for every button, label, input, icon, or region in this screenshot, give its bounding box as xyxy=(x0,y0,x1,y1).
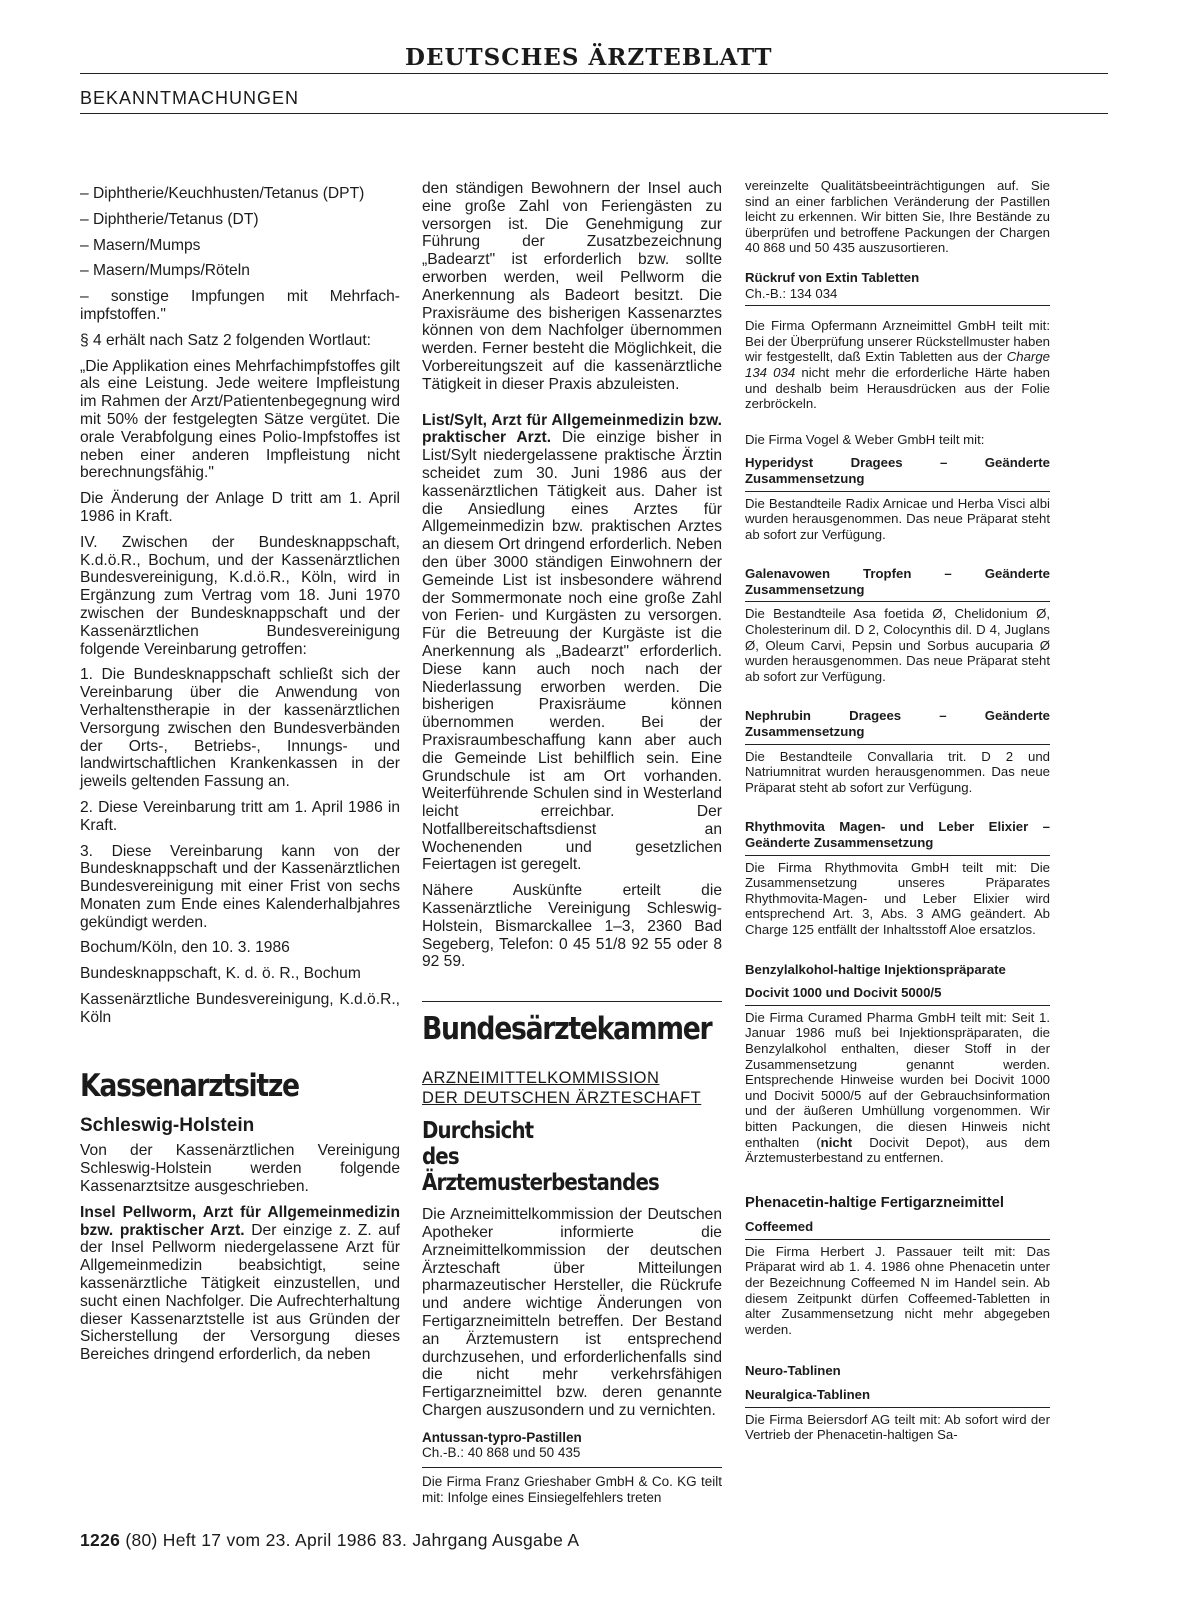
subheading-region: Schleswig-Holstein xyxy=(80,1114,255,1136)
section-label: BEKANNTMACHUNGEN xyxy=(80,88,300,108)
product-heading: Coffeemed xyxy=(745,1219,814,1235)
batch-number: Ch.-B.: 134 034 xyxy=(745,285,838,301)
product-heading: Docivit 1000 und Docivit 5000/5 xyxy=(745,985,942,1001)
column-left xyxy=(80,185,400,1372)
category-heading: Phenacetin-haltige Fertigarzneimittel xyxy=(745,1194,1004,1211)
product-heading: Nephrubin Dragees – Geänderte Zusammensetzung xyxy=(745,708,1050,740)
section-rule xyxy=(80,113,1108,114)
paragraph: Die Firma Franz Grieshaber GmbH & Co. KG teilt mit: Infolge eines Einsiegelfehlers treten xyxy=(422,1474,722,1505)
page-number: 1226 xyxy=(80,1530,121,1550)
batch-number: Ch.-B.: 40 868 und 50 435 xyxy=(422,1445,581,1461)
paragraph: Bochum/Köln, den 10. 3. 1986 xyxy=(80,939,290,957)
heading-bundesaerztekammer: Bundesärztekammer xyxy=(422,1011,712,1048)
paragraph: – sonstige Impfungen mit Mehrfach-impfstoffen." xyxy=(80,288,400,323)
item-divider xyxy=(745,305,1050,306)
paragraph: § 4 erhält nach Satz 2 folgenden Wortlaut: xyxy=(80,331,371,349)
paragraph: Nähere Auskünfte erteilt die Kassenärztliche Vereinigung Schleswig-Holstein, Bismarckallee 1–3, 2360 Bad Segeberg, Telefon: 0 45 51/8 92 55 oder 8 92 59. xyxy=(422,882,722,971)
item-divider xyxy=(745,1239,1050,1240)
paragraph: 1. Die Bundesknappschaft schließt sich der Vereinbarung über die Anwendung von Verhaltenstherapie in der kassenärztlichen Versorgung zwischen den Bundesverbänden der Orts-, Betriebs-, Innungs- und landwirtschaftlichen Krankenkassen in der jeweils geltenden Fassung an. xyxy=(80,666,400,791)
column-middle xyxy=(422,180,722,1505)
paragraph: – Diphtherie/Tetanus (DT) xyxy=(80,210,259,228)
listing-text: Die einzige bisher in List/Sylt niedergelassene praktische Ärztin scheidet zum 30. Juni 1986 aus der kassenärztlichen Tätigkeit aus. Daher ist die Ansiedlung eines Arztes für Allgemeinmedizin bzw. praktischen Arztes an diesem Ort dringend erforderlich. Neben den über 3000 ständigen Einwohnern der Gemeinde List ist insbesondere während der Sommermonate noch eine große Zahl von Ferien- und Kurgästen zu versorgen. Für die Betreuung der Kurgäste ist die Anerkennung als „Badearzt" erforderlich. Diese kann auch noch nach der Niederlassung erworben werden. Die bisherigen Praxisräume können übernommen werden. Bei der Praxisraumbeschaffung kann aber auch die Gemeinde List behilflich sein. Eine Grundschule ist am Ort vorhanden. Weiterführende Schulen sind in Westerland leicht erreichbar. Der Notfallbereitschaftsdienst an Wochenenden und gesetzlichen Feiertagen ist geregelt. xyxy=(422,429,722,874)
paragraph: „Die Applikation eines Mehrfachimpfstoffes gilt als eine Leistung. Jede weitere Impfleistung im Rahmen der Arzt/Patientenbegegnung wird mit 50% der festgelegten Sätze vergütet. Die orale Verabfolgung eines Polio-Impfstoffes ist neben einer anderen Impfleistung nicht berechnungsfähig." xyxy=(80,357,400,482)
masthead-rule xyxy=(80,73,1108,74)
paragraph: IV. Zwischen der Bundesknappschaft, K.d.ö.R., Bochum, und der Kassenärztlichen Bundesvereinigung, K.d.ö.R., Köln, wird in Ergänzung zum Vertrag vom 18. Juni 1970 zwischen der Bundesknappschaft und der Kassenärztlichen Bundesvereinigung folgende Vereinbarung getroffen: xyxy=(80,533,400,658)
paragraph: 2. Diese Vereinbarung tritt am 1. April 1986 in Kraft. xyxy=(80,798,400,834)
product-heading: Galenavowen Tropfen – Geänderte Zusammensetzung xyxy=(745,566,1050,597)
paragraph xyxy=(80,1204,400,1364)
paragraph: – Diphtherie/Keuchhusten/Tetanus (DPT) xyxy=(80,185,365,202)
article-title xyxy=(422,1118,680,1196)
emphasis: nicht xyxy=(820,1134,853,1150)
commission-label xyxy=(422,1068,722,1108)
page-footer xyxy=(80,1530,579,1551)
heading-kassenarztsitze: Kassenarztsitze xyxy=(80,1067,299,1104)
listing-text: Der einzige z. Z. auf der Insel Pellworm niedergelassene Arzt für Allgemeinmedizin beabsichtigt, seine kassenärztliche Tätigkeit einzustellen, und sucht einen Nachfolger. Die Aufrechterhaltung dieser Kassenarztstelle ist aus Gründen der Sicherstellung der Versorgung dieses Bereiches dringend erforderlich, da neben xyxy=(80,1221,400,1364)
listing-title: List/Sylt, Arzt für Allgemeinmedizin bzw. praktischer Arzt. xyxy=(422,411,722,447)
paragraph: Die Firma Rhythmovita GmbH teilt mit: Die Zusammensetzung unseres Präparates Rhythmovita-Magen- und Leber Elixier wird entsprechend Art. 3, Abs. 3 AMG geändert. Ab Charge 125 entfällt der Inhaltsstoff Aloe ersatzlos. xyxy=(745,859,1050,937)
paragraph: Die Änderung der Anlage D tritt am 1. April 1986 in Kraft. xyxy=(80,490,400,525)
paragraph: Die Firma Herbert J. Passauer teilt mit: Das Präparat wird ab 1. 4. 1986 ohne Phenacetin unter der Bezeichnung Coffeemed N im Handel sein. Ab diesem Zeitpunkt dürfen Coffeemed-Tabletten in alter Zusammensetzung nicht mehr abgegeben werden. xyxy=(745,1243,1050,1337)
paragraph: Die Firma Beiersdorf AG teilt mit: Ab sofort wird der Vertrieb der Phenacetin-haltigen Sa- xyxy=(745,1411,1050,1443)
product-heading: Hyperidyst Dragees – Geänderte Zusammensetzung xyxy=(745,455,1050,486)
paragraph: Die Bestandteile Asa foetida Ø, Chelidonium Ø, Cholesterinum dil. D 2, Colocynthis dil. D 4, Juglans Ø, Oleum Carvi, Pepsin und Sorbus aucuparia Ø wurden herausgenommen. Das neue Präparat steht ab sofort zur Verfügung. xyxy=(745,606,1050,684)
product-heading: Neuralgica-Tablinen xyxy=(745,1387,871,1403)
product-heading: Benzylalkohol-haltige Injektionspräparate xyxy=(745,961,1006,977)
commission-line: DER DEUTSCHEN ÄRZTESCHAFT xyxy=(422,1089,702,1108)
item-divider xyxy=(745,1407,1050,1408)
item-divider xyxy=(745,601,1050,602)
paragraph: Die Bestandteile Convallaria trit. D 2 und Natriumnitrat wurden herausgenommen. Das neue Präparat steht ab sofort zur Verfügung. xyxy=(745,748,1050,795)
product-heading: Rückruf von Extin Tabletten xyxy=(745,269,920,285)
commission-line: ARZNEIMITTELKOMMISSION xyxy=(422,1069,660,1088)
article-title-line: des Ärztemusterbestandes xyxy=(422,1144,659,1197)
product-heading: Antussan-typro-Pastillen xyxy=(422,1429,582,1445)
listing-title: Insel Pellworm, Arzt für Allgemeinmedizin bzw. praktischer Arzt. xyxy=(80,1203,400,1239)
paragraph: – Masern/Mumps xyxy=(80,236,201,254)
paragraph: Kassenärztliche Bundesvereinigung, K.d.ö.R., Köln xyxy=(80,991,400,1026)
batch-italic: Charge 134 034 xyxy=(745,349,1050,380)
item-divider xyxy=(745,855,1050,856)
section-divider xyxy=(422,1001,722,1002)
issue-info: (80) Heft 17 vom 23. April 1986 83. Jahrgang Ausgabe A xyxy=(125,1530,580,1550)
item-divider xyxy=(745,1005,1050,1006)
paragraph xyxy=(745,1010,1050,1166)
paragraph: Die Bestandteile Radix Arnicae und Herba Visci albi wurden herausgenommen. Das neue Präparat steht ab sofort zur Verfügung. xyxy=(745,495,1050,542)
paragraph: Bundesknappschaft, K. d. ö. R., Bochum xyxy=(80,965,361,983)
text: Die Firma Curamed Pharma GmbH teilt mit: Seit 1. Januar 1986 muß bei Injektionspräparaten, die Benzylalkohol enthalten, dieser Stoff in der Zusammensetzung genannt werden. Entsprechende Hinweise wurden bei Docivit 1000 und Docivit 5000/5 auf der Gebrauchsinformation und der äußeren Umhüllung vorgenommen. Wir bitten Packungen, die diesen Hinweis nicht enthalten ( xyxy=(745,1009,1050,1150)
text: Die Firma Opfermann Arzneimittel GmbH teilt mit: Bei der Überprüfung unserer Rückstellmuster haben wir festgestellt, daß Extin Tabletten aus der xyxy=(745,318,1050,365)
column-right xyxy=(745,178,1050,1449)
paragraph xyxy=(745,318,1050,412)
paragraph: Die Firma Vogel & Weber GmbH teilt mit: xyxy=(745,431,985,447)
product-heading: Rhythmovita Magen- und Leber Elixier – Geänderte Zusammensetzung xyxy=(745,819,1050,850)
item-divider xyxy=(745,744,1050,745)
paragraph: den ständigen Bewohnern der Insel auch eine große Zahl von Feriengästen zu versorgen ist. Die Genehmigung zur Führung der Zusatzbezeichnung „Badearzt" ist erforderlich bzw. sollte erworben werden, weil Pellworm die Anerkennung als Badeort besitzt. Die Praxisräume des bisherigen Kassenarztes können von dem Nachfolger übernommen werden. Ferner besteht die Möglichkeit, die Vorbereitungszeit auf die kassenärztliche Tätigkeit in dieser Praxis abzuleisten. xyxy=(422,180,722,393)
item-divider xyxy=(745,491,1050,492)
paragraph xyxy=(422,412,722,875)
masthead: DEUTSCHES ÄRZTEBLATT xyxy=(405,44,773,71)
paragraph: – Masern/Mumps/Röteln xyxy=(80,262,250,280)
paragraph: vereinzelte Qualitätsbeeinträchtigungen auf. Sie sind an einer farblichen Veränderung der Pastillen leicht zu erkennen. Wir bitten Sie, Ihre Bestände zu überprüfen und betroffene Packungen der Chargen 40 868 und 50 435 auszusortieren. xyxy=(745,178,1050,256)
product-heading: Neuro-Tablinen xyxy=(745,1363,841,1379)
article-title-line: Durchsicht xyxy=(422,1118,534,1145)
paragraph: Von der Kassenärztlichen Vereinigung Schleswig-Holstein werden folgende Kassenarztsitze ausgeschrieben. xyxy=(80,1142,400,1196)
text: nicht mehr die erforderliche Härte haben und deshalb beim Herausdrücken aus der Folie zerbröckeln. xyxy=(745,364,1050,412)
text: Docivit Depot), aus dem Ärztemusterbestand zu entfernen. xyxy=(745,1134,1050,1166)
item-divider xyxy=(422,1467,722,1468)
paragraph: 3. Diese Vereinbarung kann von der Bundesknappschaft und der Kassenärztlichen Bundesvereinigung mit einer Frist von sechs Monaten zum Ende eines Kalenderhalbjahres gekündigt werden. xyxy=(80,842,400,931)
paragraph: Die Arzneimittelkommission der Deutschen Apotheker informierte die Arzneimittelkommission der deutschen Ärzteschaft über Mitteilungen pharmazeutischer Hersteller, die Rückrufe und andere wichtige Änderungen von Fertigarzneimitteln betreffen. Der Bestand an Ärztemustern ist entsprechend durchzusehen, und erforderlichenfalls sind die nicht mehr verkehrsfähigen Fertigarzneimittel bzw. deren genannte Chargen auszusondern und zu vernichten. xyxy=(422,1206,722,1420)
